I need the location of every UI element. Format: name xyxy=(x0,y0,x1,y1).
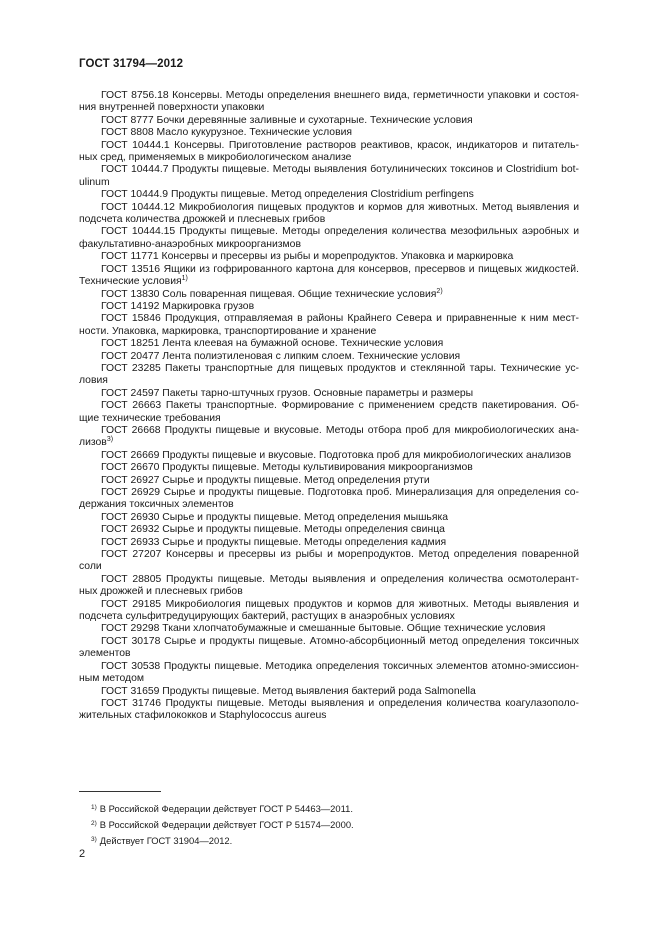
entry-text: ГОСТ 13830 Соль поваренная пищевая. Общие технические условия xyxy=(101,288,437,300)
entry-line xyxy=(79,388,579,400)
standard-entry xyxy=(79,487,579,512)
entry-continuation xyxy=(79,276,579,288)
entry-text: ГОСТ 26669 Продукты пищевые и вкусовые. Подготовка проб для микробиологических анализов xyxy=(101,449,572,461)
entry-continuation xyxy=(79,152,579,164)
standard-entry xyxy=(79,599,579,624)
entry-continuation-text: подсчета сульфитредуцирующих бактерий, растущих в анаэробных условиях xyxy=(79,611,455,623)
standard-entry xyxy=(79,574,579,599)
standard-entry xyxy=(79,512,579,524)
entry-text: ГОСТ 31659 Продукты пищевые. Метод выявления бактерий рода Salmonella xyxy=(101,685,476,697)
entry-continuation xyxy=(79,611,579,623)
entry-line xyxy=(79,363,579,375)
footnote-mark: 2) xyxy=(91,820,97,827)
entry-line xyxy=(79,140,579,152)
entry-continuation-text: факультативно-анаэробных микроорганизмов xyxy=(79,238,301,250)
entry-text: ГОСТ 30538 Продукты пищевые. Методика определения токсичных элементов атомно-эмиссион- xyxy=(101,660,579,672)
entry-text: ГОСТ 15846 Продукция, отправляемая в районы Крайнего Севера и приравненные к ним мест- xyxy=(101,313,579,325)
standard-entry xyxy=(79,164,579,189)
entry-text: ГОСТ 8777 Бочки деревянные заливные и сухотарные. Технические условия xyxy=(101,114,473,126)
footnote-mark: 3) xyxy=(91,836,97,843)
entry-line xyxy=(79,301,579,313)
entry-continuation xyxy=(79,648,579,660)
entry-text: ГОСТ 10444.7 Продукты пищевые. Методы выявления ботулинических токсинов и Clostridium bot- xyxy=(101,164,579,176)
standard-entry xyxy=(79,226,579,251)
footnote-text: В Российской Федерации действует ГОСТ Р 54463—2011. xyxy=(99,803,353,814)
standard-entry xyxy=(79,686,579,698)
entry-line xyxy=(79,686,579,698)
standard-entry xyxy=(79,524,579,536)
entry-continuation-text: Технические условия xyxy=(79,276,182,288)
footnote-mark: 1) xyxy=(91,804,97,811)
standard-entry xyxy=(79,698,579,723)
entry-text: ГОСТ 27207 Консервы и пресервы из рыбы и морепродуктов. Метод определения поваренной xyxy=(101,549,579,561)
entry-continuation-text: ных дрожжей и плесневых грибов xyxy=(79,586,243,598)
footnote-ref: 1) xyxy=(181,275,188,283)
entry-line xyxy=(79,623,579,635)
entry-line xyxy=(79,574,579,586)
standard-entry xyxy=(79,202,579,227)
standard-entry xyxy=(79,623,579,635)
entry-continuation-text: лизов xyxy=(79,437,107,449)
entry-continuation xyxy=(79,239,579,251)
entry-line xyxy=(79,127,579,139)
standard-entry xyxy=(79,636,579,661)
standard-entry xyxy=(79,475,579,487)
entry-continuation xyxy=(79,586,579,598)
entry-line xyxy=(79,450,579,462)
entry-text: ГОСТ 26668 Продукты пищевые и вкусовые. Методы отбора проб для микробиологических ана- xyxy=(101,424,579,436)
entry-text: ГОСТ 31746 Продукты пищевые. Методы выявления и определения количества коагулазополо- xyxy=(101,697,579,709)
entry-line xyxy=(79,537,579,549)
entry-continuation-text: ulinum xyxy=(79,176,110,188)
standard-entry xyxy=(79,363,579,388)
entry-text: ГОСТ 14192 Маркировка грузов xyxy=(101,300,255,312)
entry-line xyxy=(79,226,579,238)
footnote-divider xyxy=(79,791,161,792)
entry-text: ГОСТ 26933 Сырье и продукты пищевые. Методы определения кадмия xyxy=(101,536,447,548)
entry-continuation xyxy=(79,499,579,511)
entry-text: ГОСТ 26663 Пакеты транспортные. Формирование с применением средств пакетирования. Об- xyxy=(101,400,579,412)
standard-entry xyxy=(79,338,579,350)
standard-entry xyxy=(79,450,579,462)
standard-entry xyxy=(79,264,579,289)
entry-line xyxy=(79,400,579,412)
entry-text: ГОСТ 8808 Масло кукурузное. Технические условия xyxy=(101,127,353,139)
entry-text: ГОСТ 24597 Пакеты тарно-штучных грузов. Основные параметры и размеры xyxy=(101,387,474,399)
footnote-ref: 2) xyxy=(436,287,443,295)
entry-continuation-text: элементов xyxy=(79,648,131,660)
entry-text: ГОСТ 10444.1 Консервы. Приготовление растворов реактивов, красок, индикаторов и питатель- xyxy=(101,139,579,151)
standard-entry xyxy=(79,537,579,549)
entry-line xyxy=(79,338,579,350)
standard-entry xyxy=(79,313,579,338)
standard-entry xyxy=(79,400,579,425)
entry-line xyxy=(79,549,579,561)
standard-entry xyxy=(79,425,579,450)
footnote-text: Действует ГОСТ 31904—2012. xyxy=(99,835,233,846)
entry-text: ГОСТ 20477 Лента полиэтиленовая с липким слоем. Технические условия xyxy=(101,350,461,362)
entry-line xyxy=(79,425,579,437)
entry-text: ГОСТ 26929 Сырье и продукты пищевые. Подготовка проб. Минерализация для определения со- xyxy=(101,487,579,498)
entry-continuation xyxy=(79,102,579,114)
standard-entry xyxy=(79,140,579,165)
entry-text: ГОСТ 10444.15 Продукты пищевые. Методы определения количества мезофильных аэробных и xyxy=(101,226,579,238)
entry-continuation xyxy=(79,673,579,685)
standard-entry xyxy=(79,462,579,474)
entry-line xyxy=(79,636,579,648)
entry-text: ГОСТ 10444.12 Микробиология пищевых продуктов и кормов для животных. Метод выявления и xyxy=(101,201,579,213)
entry-line xyxy=(79,512,579,524)
entry-continuation xyxy=(79,214,579,226)
standard-entry xyxy=(79,388,579,400)
entry-line xyxy=(79,524,579,536)
page-header: ГОСТ 31794—2012 xyxy=(79,58,184,70)
standard-entry xyxy=(79,661,579,686)
footnote xyxy=(79,817,579,833)
entry-continuation xyxy=(79,177,579,189)
entry-continuation xyxy=(79,437,579,449)
entry-continuation-text: щие технические требования xyxy=(79,412,221,424)
entry-text: ГОСТ 29298 Ткани хлопчатобумажные и смешанные бытовые. Общие технические условия xyxy=(101,623,546,635)
footnote-ref: 3) xyxy=(106,436,114,444)
entry-text: ГОСТ 29185 Микробиология пищевых продуктов и кормов для животных. Методы выявления и xyxy=(101,598,579,610)
standard-entry xyxy=(79,115,579,127)
entry-line xyxy=(79,698,579,710)
entry-line xyxy=(79,289,579,301)
footnote-text: В Российской Федерации действует ГОСТ Р 51574—2000. xyxy=(99,819,354,830)
entry-text: ГОСТ 26927 Сырье и продукты пищевые. Метод определения ртути xyxy=(101,474,430,486)
standard-entry xyxy=(79,301,579,313)
entry-line xyxy=(79,251,579,263)
entry-continuation xyxy=(79,561,579,573)
entry-continuation xyxy=(79,413,579,425)
entry-line xyxy=(79,475,579,487)
entry-text: ГОСТ 28805 Продукты пищевые. Методы выявления и определения количества осмотолерант- xyxy=(101,573,579,585)
entry-continuation-text: подсчета количества дрожжей и плесневых грибов xyxy=(79,214,326,226)
entry-continuation-text: ния внутренней поверхности упаковки xyxy=(79,102,265,114)
entry-line xyxy=(79,487,579,499)
entry-continuation-text: держания токсичных элементов xyxy=(79,499,234,511)
entry-line xyxy=(79,264,579,276)
entry-text: ГОСТ 23285 Пакеты транспортные для пищевых продуктов и стеклянной тары. Технические ус- xyxy=(101,362,579,374)
entry-continuation-text: ным методом xyxy=(79,673,144,685)
entry-text: ГОСТ 10444.9 Продукты пищевые. Метод определения Clostridium perfingens xyxy=(101,189,474,201)
standard-entry xyxy=(79,289,579,301)
entry-line xyxy=(79,189,579,201)
entry-text: ГОСТ 26930 Сырье и продукты пищевые. Метод определения мышьяка xyxy=(101,511,449,523)
standard-entry xyxy=(79,127,579,139)
footnote xyxy=(79,833,579,849)
entry-text: ГОСТ 30178 Сырье и продукты пищевые. Атомно-абсорбционный метод определения токсичных xyxy=(101,635,579,647)
entry-line xyxy=(79,90,579,102)
standard-entry xyxy=(79,90,579,115)
entry-line xyxy=(79,115,579,127)
entry-text: ГОСТ 26932 Сырье и продукты пищевые. Методы определения свинца xyxy=(101,524,445,536)
entry-text: ГОСТ 11771 Консервы и пресервы из рыбы и морепродуктов. Упаковка и маркировка xyxy=(101,251,514,263)
entry-continuation-text: ных сред, применяемых в микробиологическом анализе xyxy=(79,152,352,164)
standard-entry xyxy=(79,251,579,263)
entry-continuation-text: ловия xyxy=(79,375,108,387)
entry-line xyxy=(79,164,579,176)
entry-continuation xyxy=(79,326,579,338)
entry-continuation-text: ности. Упаковка, маркировка, транспортирование и хранение xyxy=(79,325,377,337)
entry-line xyxy=(79,351,579,363)
entry-line xyxy=(79,599,579,611)
entry-continuation xyxy=(79,375,579,387)
entry-text: ГОСТ 18251 Лента клеевая на бумажной основе. Технические условия xyxy=(101,338,444,350)
entry-text: ГОСТ 13516 Ящики из гофрированного картона для консервов, пресервов и пищевых жидкостей. xyxy=(101,263,579,275)
entry-line xyxy=(79,313,579,325)
entry-line xyxy=(79,661,579,673)
page-number: 2 xyxy=(79,848,86,860)
entry-continuation-text: соли xyxy=(79,561,102,573)
entry-line xyxy=(79,462,579,474)
standard-entry xyxy=(79,189,579,201)
entry-continuation-text: жительных стафилококков и Staphylococcus aureus xyxy=(79,710,327,722)
standard-entry xyxy=(79,549,579,574)
footnotes xyxy=(79,801,579,849)
standard-entry xyxy=(79,351,579,363)
entry-text: ГОСТ 8756.18 Консервы. Методы определения внешнего вида, герметичности упаковки и состоя- xyxy=(101,90,579,101)
entry-text: ГОСТ 26670 Продукты пищевые. Методы культивирования микроорганизмов xyxy=(101,462,473,474)
entry-line xyxy=(79,202,579,214)
standards-list xyxy=(79,90,579,723)
entry-continuation xyxy=(79,710,579,722)
footnote xyxy=(79,801,579,817)
